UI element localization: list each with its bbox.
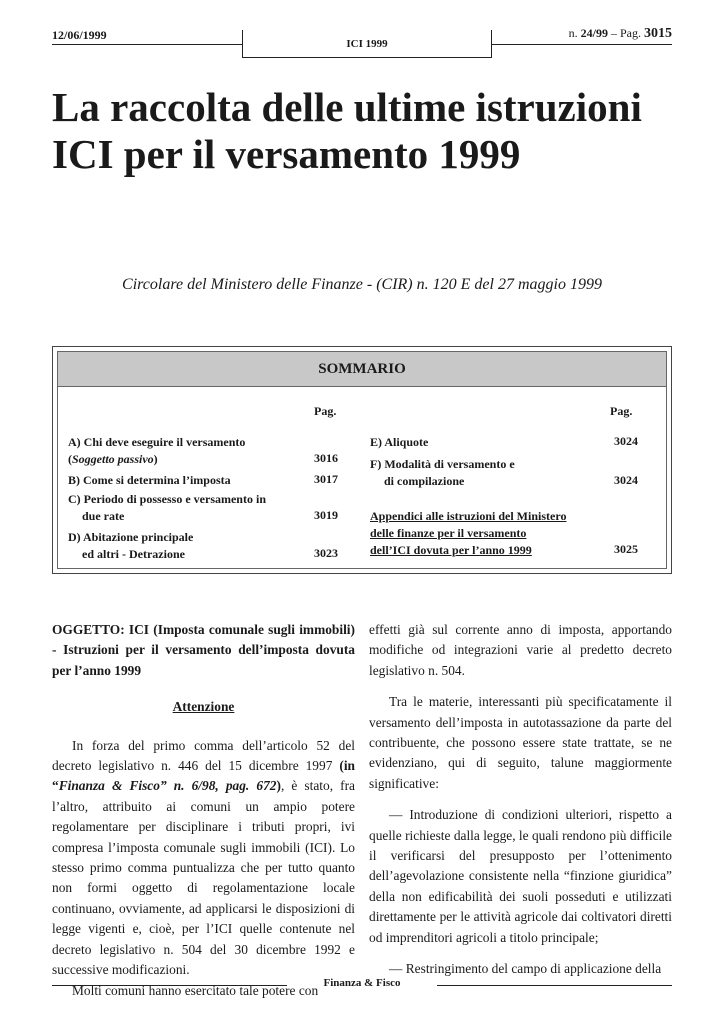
p1-text-b: , è stato, fra l’altro, attribuito ai comuni un ampio potere regolamentare per disciplinare i tributi propri, ivi compresa l’imposta comunale sugli immobili (ICI). Lo stesso primo comma puntualizza che per tutto quanto non formi oggetto di regolamentazione locale continuano, ovviamente, ad applicarsi le disposizioni di legge vigenti e, cioè, per l’ICI quelle contenute nel decreto legislativo n. 504 del 30 dicembre 1992 e successive modificazioni. bbox=[52, 778, 355, 978]
summary-item-e-page: 3024 bbox=[614, 434, 638, 448]
summary-appendici-line2: delle finanze per il versamento bbox=[370, 526, 527, 540]
right-paragraph-3: — Introduzione di condizioni ulteriori, rispetto a quelle richieste dalla legge, le quali rendono più difficile il verificarsi del presupposto per l’ottenimento dell’agevolazione consistente nella “finzione giuridica” della non edificabilità dei suoli posseduti e utilizzati direttamente per le attività agricole dai coltivatori diretti od imprenditori agricoli a titolo principale; bbox=[369, 807, 672, 945]
summary-item-f-page: 3024 bbox=[614, 473, 638, 487]
issue-prefix: n. bbox=[568, 26, 581, 40]
summary-pag-label-left: Pag. bbox=[314, 404, 337, 418]
p1-text-a: In forza del primo comma dell’articolo 52 del decreto legislativo n. 446 del 15 dicembre 1997 bbox=[52, 737, 355, 774]
summary-appendici-line3: dell’ICI dovuta per l’anno 1999 bbox=[370, 543, 532, 557]
summary-item-c-line1: C) Periodo di possesso e versamento in bbox=[68, 492, 266, 506]
summary-item-f-line1: F) Modalità di versamento e bbox=[370, 457, 515, 471]
header-section-box bbox=[242, 30, 492, 58]
attention-heading: Attenzione bbox=[172, 699, 235, 715]
footer-rule-right bbox=[437, 985, 672, 986]
right-paragraph-2: Tra le materie, interessanti più specificatamente il versamento dell’imposta in autotassazione da parte del contribuente, che possono essere state trattate, se ne evidenziano, qui di seguito, talune maggiormente significative: bbox=[369, 694, 672, 791]
summary-item-c bbox=[68, 491, 308, 525]
page-subtitle: Circolare del Ministero delle Finanze - (CIR) n. 120 E del 27 maggio 1999 bbox=[122, 276, 602, 293]
summary-item-a-page: 3016 bbox=[314, 451, 338, 465]
p1-ref-open: (in “ bbox=[52, 758, 355, 794]
summary-item-d bbox=[68, 529, 308, 563]
summary-item-d-page: 3023 bbox=[314, 546, 338, 560]
body-column-right bbox=[369, 620, 672, 980]
summary-appendici-line1: Appendici alle istruzioni del Ministero bbox=[370, 509, 567, 523]
summary-item-c-line2: due rate bbox=[82, 509, 125, 523]
paren-open: ( bbox=[68, 452, 72, 466]
soggetto-passivo: Soggetto passivo bbox=[72, 452, 154, 466]
summary-box bbox=[52, 346, 672, 574]
footer-publication: Finanza & Fisco bbox=[323, 977, 401, 989]
header-date: 12/06/1999 bbox=[52, 28, 107, 42]
right-paragraph-1: effetti già sul corrente anno di imposta, apportando modifiche od integrazioni varie al predetto decreto legislativo n. 504. bbox=[369, 622, 672, 678]
summary-item-b-page: 3017 bbox=[314, 472, 338, 486]
summary-pag-label-right: Pag. bbox=[610, 404, 633, 418]
summary-item-b bbox=[68, 472, 308, 489]
right-paragraph-4: — Restringimento del campo di applicazione della bbox=[389, 961, 662, 977]
summary-appendici-page: 3025 bbox=[614, 542, 638, 556]
summary-item-a bbox=[68, 434, 308, 468]
page-number: 3015 bbox=[644, 26, 672, 41]
summary-item-f bbox=[370, 456, 610, 490]
paren-close: ) bbox=[153, 452, 158, 466]
summary-item-appendici bbox=[370, 508, 610, 559]
summary-item-e bbox=[370, 434, 610, 451]
issue-number: 24/99 bbox=[580, 26, 608, 40]
p1-ref-close: ) bbox=[276, 778, 281, 794]
page-prefix: – Pag. bbox=[608, 26, 644, 40]
header-section: ICI 1999 bbox=[346, 38, 388, 50]
header-rule-left bbox=[52, 44, 242, 45]
summary-item-c-page: 3019 bbox=[314, 508, 338, 522]
header-rule-right bbox=[492, 44, 672, 45]
summary-item-e-line1: E) Aliquote bbox=[370, 435, 429, 449]
summary-item-d-line2: ed altri - Detrazione bbox=[82, 547, 185, 561]
body-paragraph-2: Molti comuni hanno esercitato tale potere con bbox=[72, 982, 319, 998]
footer-rule-left bbox=[52, 985, 287, 986]
oggetto-paragraph: OGGETTO: ICI (Imposta comunale sugli immobili) - Istruzioni per il versamento dell’imposta dovuta per l’anno 1999 bbox=[52, 622, 355, 678]
body-column-left bbox=[52, 620, 355, 1001]
summary-inner bbox=[57, 351, 667, 569]
page-title: La raccolta delle ultime istruzioni ICI per il versamento 1999 bbox=[52, 84, 642, 177]
summary-item-a-line2 bbox=[68, 451, 308, 468]
header-page-info bbox=[569, 26, 672, 42]
summary-heading: SOMMARIO bbox=[58, 352, 666, 387]
summary-item-f-line2: di compilazione bbox=[384, 474, 465, 488]
summary-item-b-line1: B) Come si determina l’imposta bbox=[68, 473, 231, 487]
summary-item-d-line1: D) Abitazione principale bbox=[68, 530, 194, 544]
p1-ref-italic: Finanza & Fisco” n. 6/98, pag. 672 bbox=[58, 778, 277, 794]
summary-item-a-line1: A) Chi deve eseguire il versamento bbox=[68, 435, 246, 449]
body-paragraph-1 bbox=[52, 736, 355, 981]
